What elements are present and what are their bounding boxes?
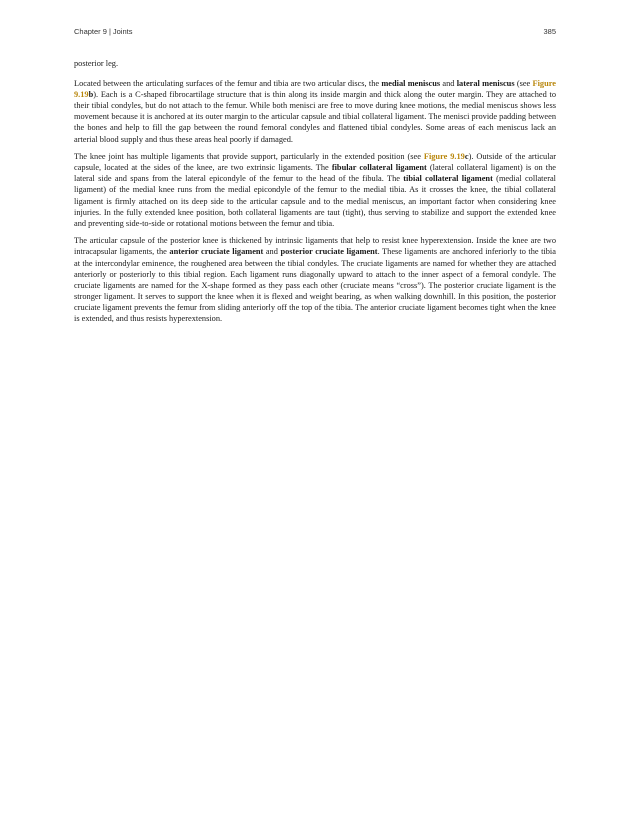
text-run: and — [263, 247, 281, 257]
key-term-tibial-collateral-ligament: tibial collateral ligament — [403, 174, 493, 184]
header-section: Joints — [112, 26, 133, 36]
body-text — [74, 58, 556, 331]
header-separator: | — [108, 26, 111, 36]
paragraph-menisci — [74, 78, 556, 145]
text-run: The knee joint has multiple ligaments that provide support, particularly in the extended position (see — [74, 152, 424, 162]
header-chapter: Chapter 9 — [74, 26, 107, 36]
running-header — [74, 25, 556, 37]
paragraph-continuation — [74, 58, 556, 69]
text-run: Located between the articulating surfaces of the femur and tibia are two articular discs, the — [74, 79, 382, 89]
text-run: (lateral collateral ligament) is on the lateral side and spans from the lateral epicondyle of the femur to the head of the fibula. The — [74, 163, 556, 184]
text-run: (medial collateral ligament) of the medial knee runs from the medial epicondyle of the femur to the medial tibia. As it crosses the knee, the tibial collateral ligament is firmly attached on its deep side to the articular capsule and to the medial meniscus, an important factor when considering knee injuries. In the fully extended knee position, both collateral ligaments are taut (tight), thus serving to stabilize and support the extended knee and preventing side-to-side or rotational motions between the femur and tibia. — [74, 174, 556, 228]
key-term-medial-meniscus: medial meniscus — [381, 79, 441, 89]
figure-link-9-19[interactable]: Figure 9.19 — [74, 79, 556, 100]
paragraph-collateral-ligaments — [74, 151, 556, 229]
key-term-posterior-cruciate-ligament: posterior cruciate ligament — [280, 247, 378, 257]
text-run: The articular capsule of the posterior knee is thickened by intrinsic ligaments that help to resist knee hyperextension. Inside the knee are two intracapsular ligaments, the — [74, 236, 556, 257]
text-run: and — [440, 79, 457, 89]
figure-panel-letter: c — [464, 152, 469, 162]
text-run: ). Each is a C-shaped fibrocartilage structure that is thin along its inside margin and thick along the outer margin. They are attached to their tibial condyles, but do not attach to the femur. While both menisci are free to move during knee motions, the medial meniscus shows less movement because it is anchored at its outer margin to the articular capsule and tibial collateral ligament. The menisci provide padding between the bones and help to fill the gap between the round femoral condyles and flattened tibial condyles. Some areas of each meniscus lack an arterial blood supply and thus these areas heal poorly if damaged. — [74, 90, 556, 144]
text-run: . These ligaments are anchored inferiorly to the tibia at the intercondylar eminence, the roughened area between the tibial condyles. The cruciate ligaments are named for whether they are attached anteriorly or posteriorly to this tibial region. Each ligament runs diagonally upward to attach to the inner aspect of a femoral condyle. The cruciate ligaments are named for the X-shape formed as they pass each other (cruciate means “cross”). The posterior cruciate ligament is the stronger ligament. It serves to support the knee when it is flexed and weight bearing, as when walking downhill. In this position, the posterior cruciate ligament prevents the femur from sliding anteriorly off the top of the tibia. The anterior cruciate ligament becomes tight when the knee is extended, and thus resists hyperextension. — [74, 247, 556, 323]
text-run: (see — [514, 79, 533, 89]
key-term-lateral-meniscus: lateral meniscus — [456, 79, 515, 89]
key-term-anterior-cruciate-ligament: anterior cruciate ligament — [169, 247, 264, 257]
text-run: ). Outside of the articular capsule, located at the sides of the knee, are two extrinsic ligaments. The — [74, 152, 557, 173]
key-term-fibular-collateral-ligament: fibular collateral ligament — [331, 163, 427, 173]
figure-panel-letter: b — [88, 90, 94, 100]
paragraph-cruciate-ligaments — [74, 235, 556, 324]
figure-link-9-19[interactable]: Figure 9.19 — [423, 152, 465, 162]
page-number: 385 — [543, 26, 556, 36]
header-chapter-info — [74, 27, 132, 36]
text-run: posterior leg. — [74, 59, 119, 68]
